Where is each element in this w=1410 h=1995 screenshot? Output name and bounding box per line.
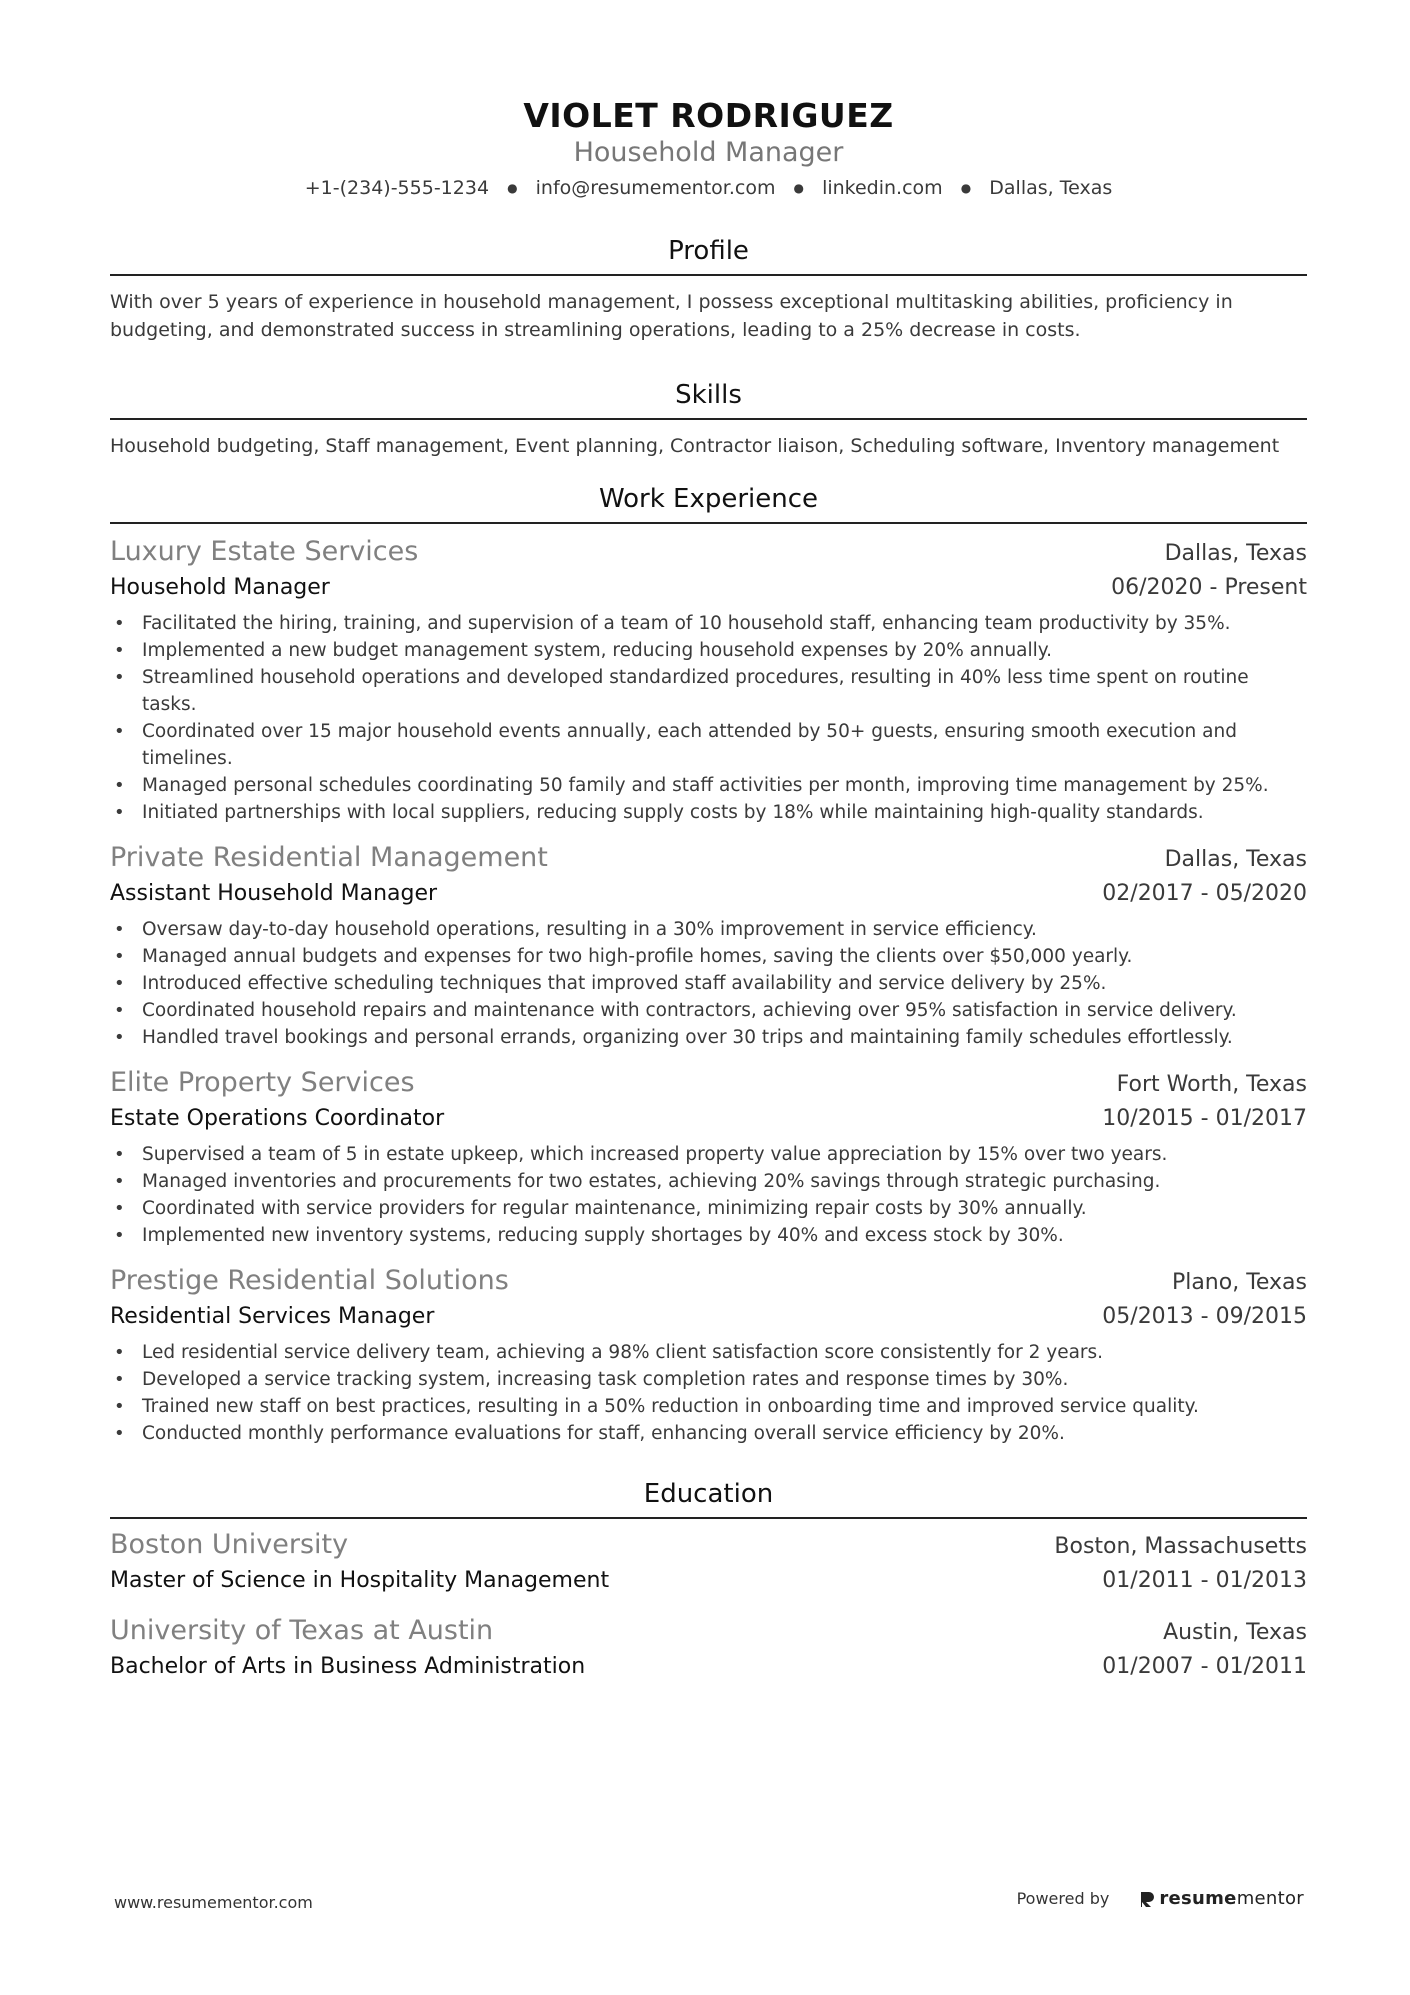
job-bullet-text: Oversaw day-to-day household operations, resulting in a 30% improvement in service efficiency.: [142, 919, 1037, 940]
job-bullet: [110, 1393, 1307, 1420]
job-entry: [110, 840, 1307, 1051]
job-bullet-text: Implemented a new budget management system, reducing household expenses by 20% annually.: [142, 640, 1052, 661]
bullet-icon: •: [114, 1396, 125, 1417]
separator-dot: ●: [793, 181, 805, 195]
job-company: Private Residential Management: [110, 842, 548, 873]
footer-website[interactable]: www.resumementor.com: [114, 1893, 313, 1912]
education-list: [110, 1527, 1307, 1683]
job-role-row: [110, 1103, 1307, 1135]
bullet-icon: •: [114, 775, 125, 796]
job-bullet-text: Introduced effective scheduling techniques that improved staff availability and service delivery by 25%.: [142, 973, 1107, 994]
job-bullet-text: Supervised a team of 5 in estate upkeep, which increased property value appreciation by 15% over two years.: [142, 1144, 1168, 1165]
job-bullet: [110, 1168, 1307, 1195]
job-bullet: [110, 1222, 1307, 1249]
job-bullet: [110, 799, 1307, 826]
job-bullet-text: Facilitated the hiring, training, and supervision of a team of 10 household staff, enhancing team productivity by 35%.: [142, 613, 1231, 634]
job-bullet: [110, 943, 1307, 970]
job-bullet-text: Initiated partnerships with local suppliers, reducing supply costs by 18% while maintaining high-quality standards.: [142, 802, 1204, 823]
job-bullet: [110, 1024, 1307, 1051]
bullet-icon: •: [114, 1369, 125, 1390]
job-bullet: [110, 1141, 1307, 1168]
bullet-icon: •: [114, 721, 125, 742]
job-bullet-text: Managed annual budgets and expenses for two high-profile homes, saving the clients over $50,000 yearly.: [142, 946, 1133, 967]
bullet-icon: •: [114, 1342, 125, 1363]
job-company: Elite Property Services: [110, 1067, 415, 1098]
job-bullet: [110, 997, 1307, 1024]
resumementor-logo[interactable]: [1139, 1888, 1304, 1909]
bullet-icon: •: [114, 1198, 125, 1219]
bullet-icon: •: [114, 1000, 125, 1021]
job-bullet: [110, 1366, 1307, 1393]
job-bullet: [110, 1420, 1307, 1447]
education-entry: [110, 1527, 1307, 1597]
job-entry: [110, 1263, 1307, 1447]
job-role-row: [110, 1301, 1307, 1333]
job-location: Plano, Texas: [1171, 1270, 1307, 1295]
education-location: Austin, Texas: [1163, 1620, 1307, 1645]
candidate-name: VIOLET RODRIGUEZ: [523, 96, 894, 135]
job-bullet-text: Managed personal schedules coordinating 50 family and staff activities per month, improving time management by 25%.: [142, 775, 1269, 796]
job-dates: 10/2015 - 01/2017: [1102, 1106, 1307, 1131]
contact-location: Dallas, Texas: [989, 177, 1113, 199]
section-title-experience: Work Experience: [110, 482, 1307, 524]
brand-name: [1159, 1888, 1304, 1909]
education-entry: [110, 1613, 1307, 1683]
education-degree-row: [110, 1565, 1307, 1597]
education-degree: Bachelor of Arts in Business Administration: [110, 1654, 586, 1679]
job-bullet-text: Coordinated with service providers for regular maintenance, minimizing repair costs by 30% annually.: [142, 1198, 1087, 1219]
job-bullet: [110, 1195, 1307, 1222]
job-header-row: [110, 1263, 1307, 1301]
job-header-row: [110, 1065, 1307, 1103]
job-role: Household Manager: [110, 575, 330, 600]
footer-branding: [1017, 1888, 1304, 1909]
experience-section: [110, 482, 1307, 1447]
job-bullet-text: Handled travel bookings and personal errands, organizing over 30 trips and maintaining family schedules effortlessly.: [142, 1027, 1233, 1048]
job-bullets: [110, 916, 1307, 1051]
education-school: University of Texas at Austin: [110, 1615, 494, 1646]
powered-by-label: Powered by: [1016, 1889, 1110, 1908]
job-role: Residential Services Manager: [110, 1304, 435, 1329]
candidate-headline: Household Manager: [573, 137, 844, 168]
job-bullet-text: Coordinated over 15 major household events annually, each attended by 50+ guests, ensuring smooth execution and timelines.: [142, 721, 1237, 769]
job-company: Luxury Estate Services: [110, 536, 419, 567]
job-location: Fort Worth, Texas: [1116, 1072, 1307, 1097]
job-bullet: [110, 610, 1307, 637]
job-header-row: [110, 534, 1307, 572]
job-bullet-text: Developed a service tracking system, increasing task completion rates and response times by 30%.: [142, 1369, 1069, 1390]
job-bullet: [110, 916, 1307, 943]
bullet-icon: •: [114, 973, 125, 994]
bullet-icon: •: [114, 919, 125, 940]
job-bullet: [110, 637, 1307, 664]
bullet-icon: •: [114, 1171, 125, 1192]
education-dates: 01/2011 - 01/2013: [1102, 1568, 1307, 1593]
section-title-education: Education: [110, 1477, 1307, 1519]
job-bullet: [110, 970, 1307, 997]
bullet-icon: •: [114, 1027, 125, 1048]
job-dates: 06/2020 - Present: [1111, 575, 1307, 600]
job-role: Estate Operations Coordinator: [110, 1106, 445, 1131]
bullet-icon: •: [114, 1144, 125, 1165]
job-bullet-text: Streamlined household operations and developed standardized procedures, resulting in 40% less time spent on routine tasks.: [142, 667, 1249, 715]
job-dates: 05/2013 - 09/2015: [1102, 1304, 1307, 1329]
job-bullet-text: Conducted monthly performance evaluations for staff, enhancing overall service efficiency by 20%.: [142, 1423, 1065, 1444]
resumementor-logo-icon: [1139, 1890, 1155, 1908]
bullet-icon: •: [114, 1225, 125, 1246]
contact-phone: +1-(234)-555-1234: [304, 177, 490, 199]
education-location: Boston, Massachusetts: [1054, 1534, 1307, 1559]
education-section: [110, 1477, 1307, 1683]
job-company: Prestige Residential Solutions: [110, 1265, 509, 1296]
education-school: Boston University: [110, 1529, 349, 1560]
skills-text: Household budgeting, Staff management, Event planning, Contractor liaison, Scheduling software, Inventory management: [110, 435, 1280, 457]
contact-line: [110, 174, 1307, 202]
job-bullet-text: Coordinated household repairs and maintenance with contractors, achieving over 95% satisfaction in service delivery.: [142, 1000, 1237, 1021]
job-bullet: [110, 1339, 1307, 1366]
job-bullet-text: Led residential service delivery team, achieving a 98% client satisfaction score consistently for 2 years.: [142, 1342, 1104, 1363]
job-bullets: [110, 1339, 1307, 1447]
job-role-row: [110, 572, 1307, 604]
job-dates: 02/2017 - 05/2020: [1102, 881, 1307, 906]
profile-text: With over 5 years of experience in household management, I possess exceptional multitasking abilities, proficiency in budgeting, and demonstrated success in streamlining operations, leading to a 25% decrease in costs.: [110, 291, 1233, 341]
job-bullets: [110, 1141, 1307, 1249]
job-bullet: [110, 772, 1307, 799]
section-title-profile: Profile: [110, 234, 1307, 276]
bullet-icon: •: [114, 802, 125, 823]
separator-dot: ●: [507, 181, 518, 195]
education-header-row: [110, 1527, 1307, 1565]
bullet-icon: •: [114, 640, 125, 661]
job-bullets: [110, 610, 1307, 826]
bullet-icon: •: [114, 613, 125, 634]
section-title-skills: Skills: [110, 378, 1307, 420]
bullet-icon: •: [114, 946, 125, 967]
job-list: [110, 534, 1307, 1447]
resume-header: [110, 96, 1307, 202]
education-dates: 01/2007 - 01/2011: [1102, 1654, 1307, 1679]
job-bullet-text: Managed inventories and procurements for two estates, achieving 20% savings through strategic purchasing.: [142, 1171, 1161, 1192]
bullet-icon: •: [114, 1423, 125, 1444]
job-bullet: [110, 718, 1307, 772]
job-role: Assistant Household Manager: [110, 881, 438, 906]
separator-dot: ●: [960, 181, 972, 195]
job-location: Dallas, Texas: [1164, 847, 1307, 872]
job-bullet: [110, 664, 1307, 718]
brand-name-bold: resume: [1159, 1888, 1237, 1909]
job-bullet-text: Trained new staff on best practices, resulting in a 50% reduction in onboarding time and improved service quality.: [142, 1396, 1199, 1417]
skills-section: [110, 378, 1307, 460]
job-role-row: [110, 878, 1307, 910]
brand-name-light: mentor: [1236, 1888, 1304, 1909]
job-entry: [110, 534, 1307, 826]
resume-content: [110, 96, 1307, 1683]
job-location: Dallas, Texas: [1164, 541, 1307, 566]
education-degree-row: [110, 1651, 1307, 1683]
contact-email[interactable]: info@resumementor.com: [535, 177, 776, 199]
job-entry: [110, 1065, 1307, 1249]
bullet-icon: •: [114, 667, 125, 688]
job-header-row: [110, 840, 1307, 878]
job-bullet-text: Implemented new inventory systems, reducing supply shortages by 40% and excess stock by 30%.: [142, 1225, 1064, 1246]
contact-linkedin[interactable]: linkedin.com: [822, 177, 943, 199]
education-degree: Master of Science in Hospitality Management: [110, 1568, 610, 1593]
profile-section: [110, 234, 1307, 344]
education-header-row: [110, 1613, 1307, 1651]
